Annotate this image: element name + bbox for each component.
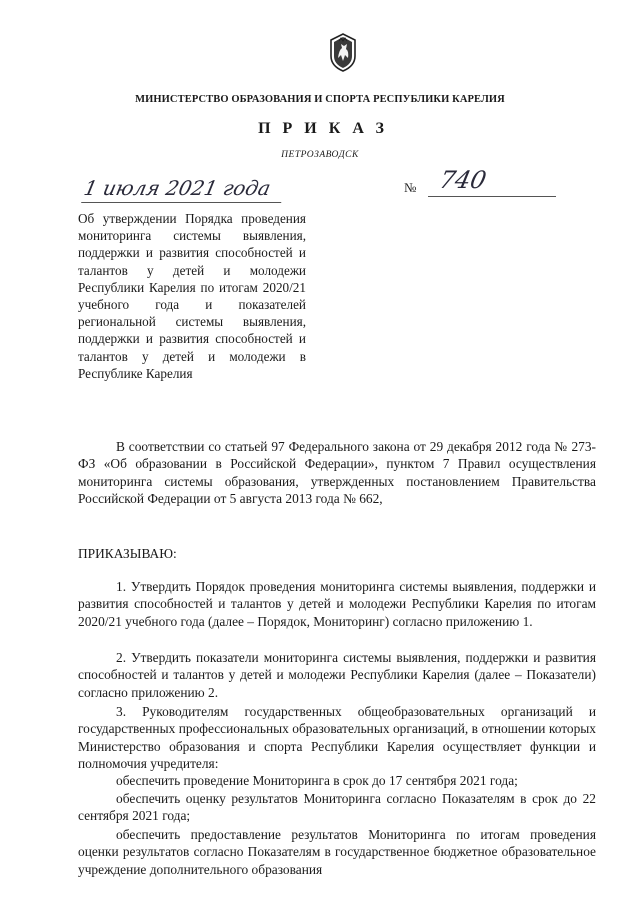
item-3-sub-a: обеспечить проведение Мониторинга в срок до 17 сентября 2021 года; <box>116 773 518 788</box>
item-3-sub-b: обеспечить оценку результатов Мониторинга согласно Показателям в срок до 22 сентября 2021 года; <box>78 791 596 824</box>
city-name: ПЕТРОЗАВОДСК <box>281 150 359 160</box>
document-title: ПРИКАЗ <box>258 120 396 137</box>
preamble-paragraph: В соответствии со статьей 97 Федерального закона от 29 декабря 2012 года № 273-ФЗ «Об образовании в Российской Федерации», пунктом 7 Правил осуществления мониторинга системы образования, утвержденных постановлением Правительства Российской Федерации от 5 августа 2013 года № 662, <box>78 439 596 506</box>
handwritten-date: 1 июля 2021 года <box>81 176 287 203</box>
item-3-sub-c: обеспечить предоставление результатов Мониторинга по итогам проведения оценки результатов согласно Показателям в государственное бюджетное образовательное учреждение дополнительного образования <box>78 827 596 877</box>
number-sign: № <box>404 180 417 195</box>
order-word: ПРИКАЗЫВАЮ: <box>78 546 177 561</box>
order-subject: Об утверждении Порядка проведения мониторинга системы выявления, поддержки и развития способностей и талантов у детей и молодежи Республики Карелия по итогам 2020/21 учебного года и показателей региональной системы выявления, поддержки и развития способностей и талантов у детей и молодежи в Республике Карелия <box>78 211 306 381</box>
handwritten-number: 740 <box>437 166 489 194</box>
item-1: 1. Утвердить Порядок проведения мониторинга системы выявления, поддержки и развития способностей и талантов у детей и молодежи Республики Карелия по итогам 2020/21 учебного года (далее – Порядок, Мониторинг) согласно приложению 1. <box>78 579 596 629</box>
karelia-coat-of-arms-icon <box>328 32 358 72</box>
item-3: 3. Руководителям государственных общеобразовательных организаций и государственных профессиональных образовательных организаций, в отношении которых Министерство образования и спорта Республики Карелия осуществляет функции и полномочия учредителя: <box>78 704 596 771</box>
ministry-name: МИНИСТЕРСТВО ОБРАЗОВАНИЯ И СПОРТА РЕСПУБЛИКИ КАРЕЛИЯ <box>135 94 505 105</box>
item-2: 2. Утвердить показатели мониторинга системы выявления, поддержки и развития способностей и талантов у детей и молодежи Республики Карелия (далее – Показатели) согласно приложению 2. <box>78 650 596 700</box>
